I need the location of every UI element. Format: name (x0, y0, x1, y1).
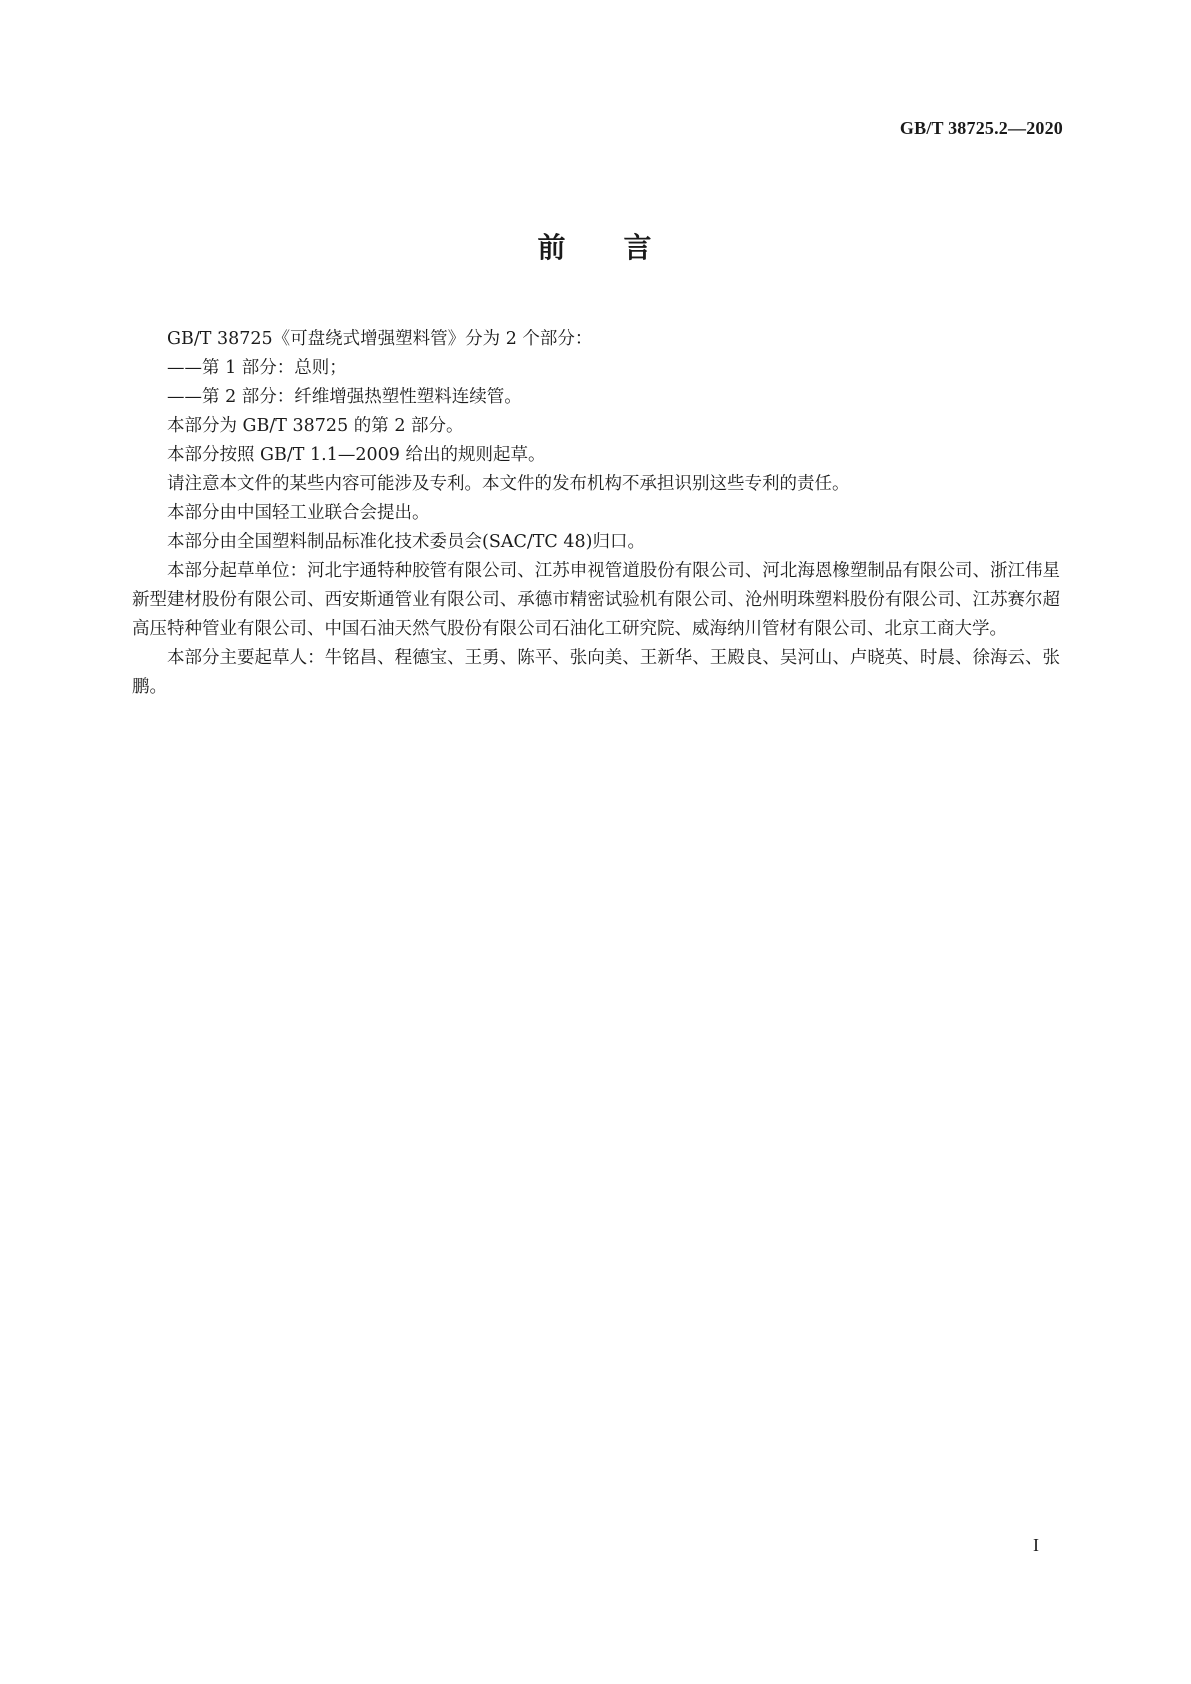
paragraph-committee: 本部分由全国塑料制品标准化技术委员会(SAC/TC 48)归口。 (167, 532, 645, 552)
foreword-body (132, 325, 1060, 702)
paragraph-patent-notice: 请注意本文件的某些内容可能涉及专利。本文件的发布机构不承担识别这些专利的责任。 (167, 474, 850, 494)
paragraph-drafters: 本部分主要起草人：牛铭昌、程德宝、王勇、陈平、张向美、王新华、王殿良、吴河山、卢晓英、时晨、徐海云、张鹏。 (132, 648, 1060, 697)
paragraph-part-2: ——第 2 部分：纤维增强热塑性塑料连续管。 (167, 387, 522, 407)
paragraph-part-1: ——第 1 部分：总则； (167, 358, 347, 378)
title-char-1: 前 (537, 231, 568, 264)
page-title (0, 226, 1191, 266)
title-char-2: 言 (623, 231, 654, 264)
paragraph-scope: 本部分为 GB/T 38725 的第 2 部分。 (167, 416, 464, 436)
standard-code: GB/T 38725.2—2020 (899, 118, 1063, 138)
paragraph-drafting-rules: 本部分按照 GB/T 1.1—2009 给出的规则起草。 (167, 445, 546, 465)
paragraph-parts-intro: GB/T 38725《可盘绕式增强塑料管》分为 2 个部分： (167, 329, 593, 349)
paragraph-proposer: 本部分由中国轻工业联合会提出。 (167, 503, 430, 523)
paragraph-drafting-units: 本部分起草单位：河北宇通特种胶管有限公司、江苏申视管道股份有限公司、河北海恩橡塑制品有限公司、浙江伟星新型建材股份有限公司、西安斯通管业有限公司、承德市精密试验机有限公司、沧州明珠塑料股份有限公司、江苏赛尔超高压特种管业有限公司、中国石油天然气股份有限公司石油化工研究院、威海纳川管材有限公司、北京工商大学。 (132, 561, 1060, 639)
page-number: I (1033, 1535, 1039, 1555)
